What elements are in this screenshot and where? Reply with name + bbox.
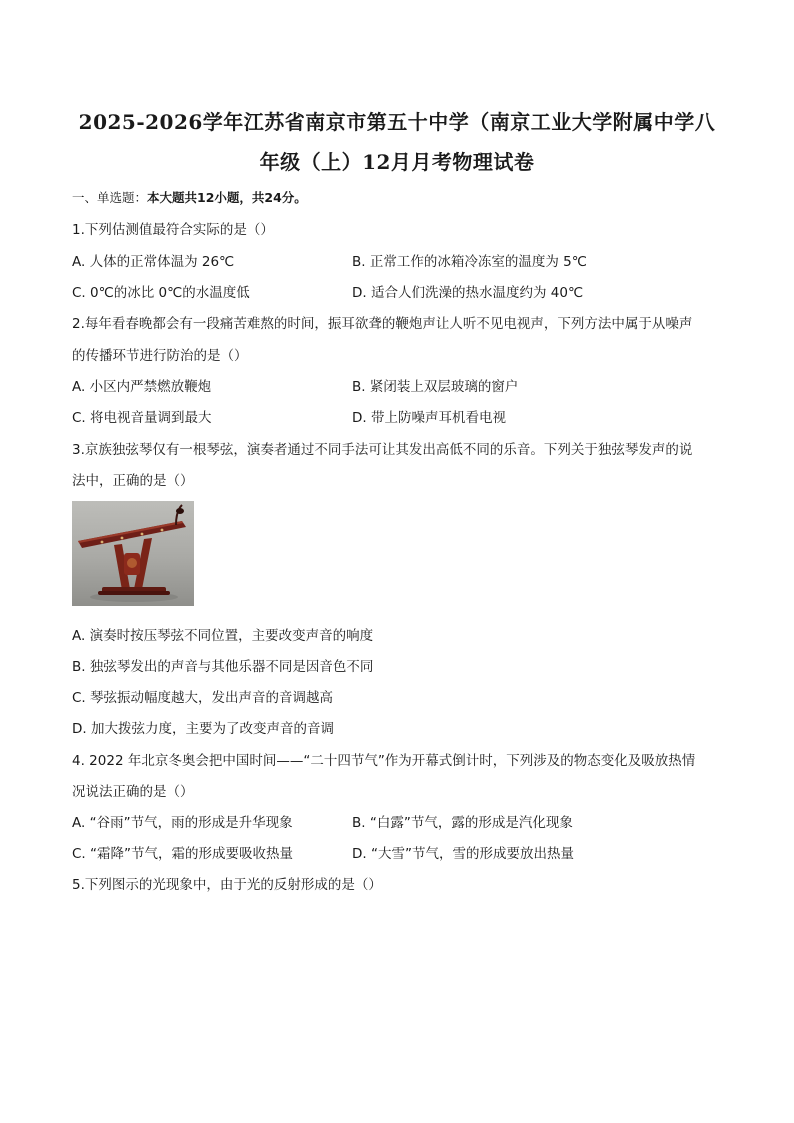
- question-3-option-c: C. 琴弦振动幅度越大，发出声音的音调越高: [72, 690, 334, 706]
- question-4-option-d: D. “大雪”节气，雪的形成要放出热量: [352, 846, 574, 862]
- section-prefix: 一、单选题：: [72, 190, 148, 205]
- exam-title-line2: 年级（上）12月月考物理试卷: [259, 150, 535, 174]
- question-2-option-c: C. 将电视音量调到最大: [72, 410, 212, 426]
- question-2-stem-line1: 2.每年看春晚都会有一段痛苦难熬的时间，振耳欲聋的鞭炮声让人听不见电视声，下列方法中属于从噪声: [72, 316, 693, 332]
- question-4-option-a: A. “谷雨”节气，雨的形成是升华现象: [72, 815, 293, 831]
- question-4-stem-line2: 况说法正确的是（）: [72, 784, 194, 800]
- question-4-stem-line1: 4. 2022 年北京冬奥会把中国时间——“二十四节气”作为开幕式倒计时，下列涉及的物态变化及吸放热情: [72, 753, 696, 769]
- question-3-option-a: A. 演奏时按压琴弦不同位置，主要改变声音的响度: [72, 628, 374, 644]
- question-3-option-b: B. 独弦琴发出的声音与其他乐器不同是因音色不同: [72, 659, 374, 675]
- question-4-option-c: C. “霜降”节气，霜的形成要吸收热量: [72, 846, 293, 862]
- exam-title-line1: 2025-2026学年江苏省南京市第五十中学（南京工业大学附属中学八: [78, 110, 716, 134]
- question-1-stem: 1.下列估测值最符合实际的是（）: [72, 222, 274, 238]
- question-3-stem-line1: 3.京族独弦琴仅有一根琴弦，演奏者通过不同手法可让其发出高低不同的乐音。下列关于独弦琴发声的说: [72, 442, 693, 458]
- monochord-illustration: [72, 501, 194, 606]
- question-3-option-d: D. 加大拨弦力度，主要为了改变声音的音调: [72, 721, 334, 737]
- question-2-option-b: B. 紧闭装上双层玻璃的窗户: [352, 379, 519, 395]
- question-1-option-d: D. 适合人们洗澡的热水温度约为 40℃: [352, 285, 584, 301]
- section-heading: [72, 188, 307, 206]
- question-1-option-c: C. 0℃的冰比 0℃的水温度低: [72, 285, 250, 301]
- question-4-option-b: B. “白露”节气，露的形成是汽化现象: [352, 815, 573, 831]
- question-1-option-b: B. 正常工作的冰箱冷冻室的温度为 5℃: [352, 254, 587, 270]
- section-description: 本大题共12小题，共24分。: [147, 190, 307, 205]
- question-2-option-a: A. 小区内严禁燃放鞭炮: [72, 379, 212, 395]
- question-2-stem-line2: 的传播环节进行防治的是（）: [72, 348, 248, 364]
- question-3-stem-line2: 法中，正确的是（）: [72, 473, 194, 489]
- question-2-option-d: D. 带上防噪声耳机看电视: [352, 410, 506, 426]
- question-1-option-a: A. 人体的正常体温为 26℃: [72, 254, 235, 270]
- monochord-instrument-photo: [72, 501, 194, 606]
- question-5-stem: 5.下列图示的光现象中，由于光的反射形成的是（）: [72, 877, 382, 893]
